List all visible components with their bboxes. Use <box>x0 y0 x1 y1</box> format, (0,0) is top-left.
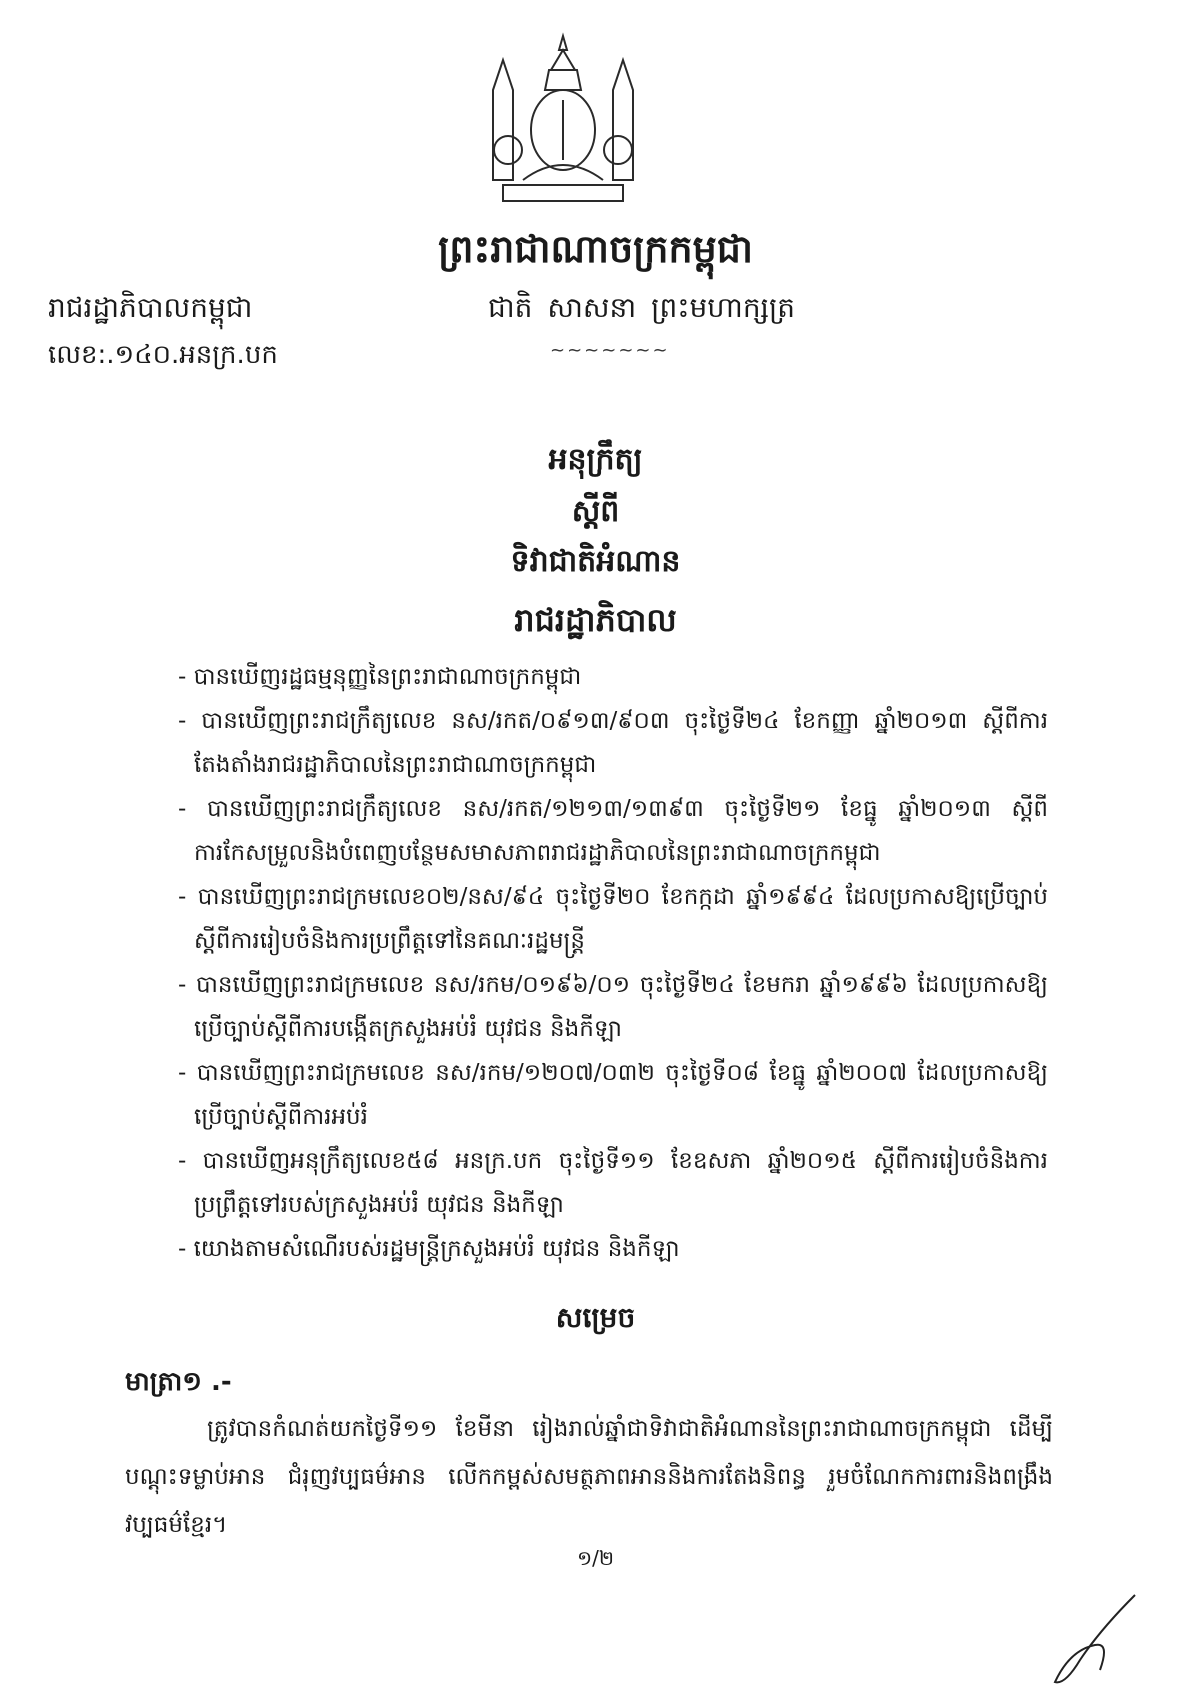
preamble-item: - បានឃើញព្រះរាជក្រមលេខ នស/រកម/១២០៧/០៣២ ចុះថ្ងៃទី០៨ ខែធ្នូ ឆ្នាំ២០០៧ ដែលប្រកាសឱ្យប្រើច្បាប់ស្តីពីការអប់រំ <box>178 1060 1048 1130</box>
document-type: អនុក្រឹត្យ <box>548 442 643 477</box>
document-about: ស្តីពី <box>571 494 620 529</box>
preamble-item: - យោងតាមសំណើរបស់រដ្ឋមន្ត្រីក្រសួងអប់រំ យុវជន និងកីឡា <box>178 1236 680 1262</box>
page-number: ១/២ <box>576 1546 614 1570</box>
article-text: ត្រូវបានកំណត់យកថ្ងៃទី១១ ខែមីនា រៀងរាល់ឆ្នាំជាទិវាជាតិអំណាននៃព្រះរាជាណាចក្រកម្ពុជា ដើម្បីបណ្តុះទម្លាប់អាន ជំរុញវប្បធម៌អាន លើកកម្ពស់សមត្ថភាពអាននិងការតែងនិពន្ធ រួមចំណែកការពារនិងពង្រឹងវប្បធម៌ខ្មែរ។ <box>125 1416 1053 1538</box>
decision-heading: សម្រេច <box>555 1301 636 1334</box>
preamble-item: - បានឃើញព្រះរាជក្រមលេខ០២/នស/៩៤ ចុះថ្ងៃទី២០ ខែកក្កដា ឆ្នាំ១៩៩៤ ដែលប្រកាសឱ្យប្រើច្បាប់ស្តីពីការរៀបចំនិងការប្រព្រឹត្តទៅនៃគណៈរដ្ឋមន្ត្រី <box>178 884 1048 954</box>
preamble-item: - បានឃើញព្រះរាជក្រឹត្យលេខ នស/រកត/០៩១៣/៩០៣ ចុះថ្ងៃទី២៤ ខែកញ្ញា ឆ្នាំ២០១៣ ស្តីពីការតែងតាំងរាជរដ្ឋាភិបាលនៃព្រះរាជាណាចក្រកម្ពុជា <box>178 708 1048 778</box>
document-subject: ទិវាជាតិអំណាន <box>510 544 681 579</box>
issuer-heading: រាជរដ្ឋាភិបាល <box>514 601 677 639</box>
article-heading: មាត្រា១ .- <box>125 1367 232 1397</box>
preamble-item: - បានឃើញរដ្ឋធម្មនុញ្ញនៃព្រះរាជាណាចក្រកម្ពុជា <box>178 664 582 690</box>
royal-coat-of-arms-icon <box>463 30 663 210</box>
preamble-item: - បានឃើញព្រះរាជក្រឹត្យលេខ នស/រកត/១២១៣/១៣៩៣ ចុះថ្ងៃទី២១ ខែធ្នូ ឆ្នាំ២០១៣ ស្តីពីការកែសម្រួលនិងបំពេញបន្ថែមសមាសភាពរាជរដ្ឋាភិបាលនៃព្រះរាជាណាចក្រកម្ពុជា <box>178 796 1048 866</box>
ornament-divider: ~~~~~~~ <box>550 340 670 361</box>
reference-number: លេខ:.១៤០.អនក្រ.បក <box>48 340 278 370</box>
preamble-item: - បានឃើញអនុក្រឹត្យលេខ៥៨ អនក្រ.បក ចុះថ្ងៃទី១១ ខែឧសភា ឆ្នាំ២០១៥ ស្តីពីការរៀបចំនិងការប្រព្រឹត្តទៅរបស់ក្រសួងអប់រំ យុវជន និងកីឡា <box>178 1148 1048 1218</box>
preamble-item: - បានឃើញព្រះរាជក្រមលេខ នស/រកម/០១៩៦/០១ ចុះថ្ងៃទី២៤ ខែមករា ឆ្នាំ១៩៩៦ ដែលប្រកាសឱ្យប្រើច្បាប់ស្តីពីការបង្កើតក្រសួងអប់រំ យុវជន និងកីឡា <box>178 972 1048 1042</box>
preamble-list <box>178 655 1048 1271</box>
kingdom-title: ព្រះរាជាណាចក្រកម្ពុជា <box>438 227 753 271</box>
signature-icon <box>1040 1590 1150 1690</box>
government-label: រាជរដ្ឋាភិបាលកម្ពុជា <box>48 291 253 324</box>
national-motto: ជាតិ សាសនា ព្រះមហាក្សត្រ <box>488 291 796 324</box>
